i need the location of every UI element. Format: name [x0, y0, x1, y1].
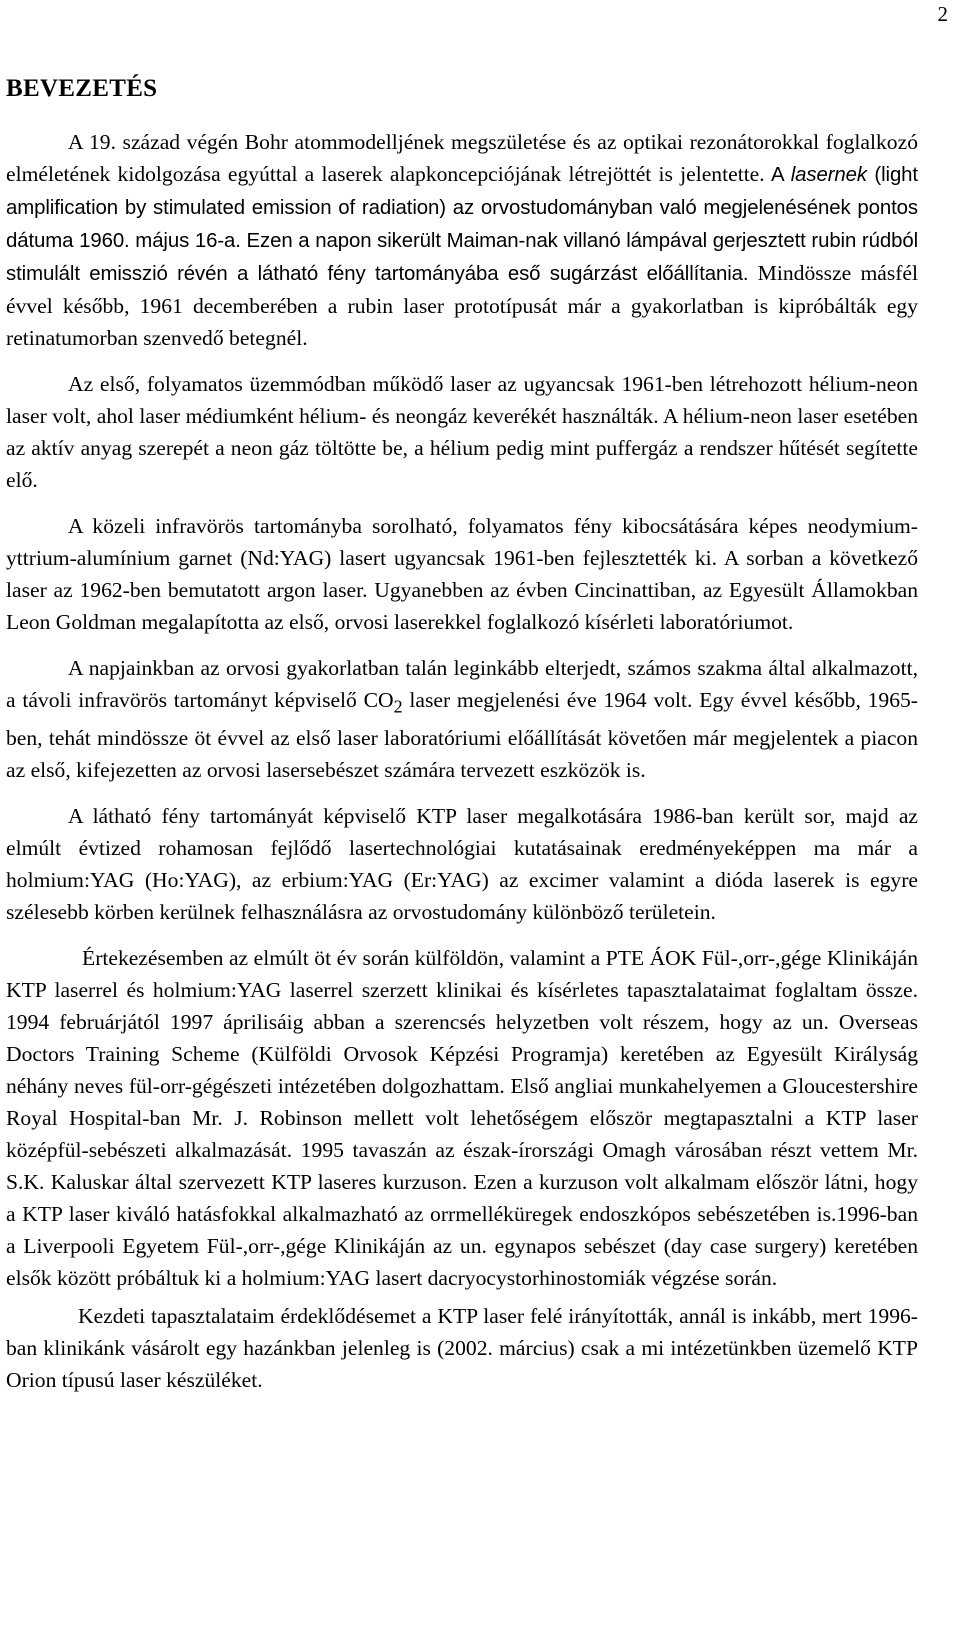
paragraph-ktp: A látható fény tartományát képviselő KTP laser megalkotására 1986-ban került sor, majd az elmúlt évtized rohamosan fejlődő lasertechnológiai kutatásainak eredményeképpen ma már a holmium:YAG (Ho:YAG), az erbium:YAG (Er:YAG) az excimer valamint a dióda laserek is egyre szélesebb körben kerülnek felhasználásra az orvostudomány különböző területein.: [6, 804, 918, 925]
page-number: 2: [937, 2, 948, 26]
paragraph-helium-neon: Az első, folyamatos üzemmódban működő laser az ugyancsak 1961-ben létrehozott hélium-neon laser volt, ahol laser médiumként hélium- és neongáz keverékét használták. A hélium-neon laser esetében az aktív anyag szerepét a neon gáz töltötte be, a hélium pedig mint puffergáz a rendszer hűtését segítette elő.: [6, 372, 918, 492]
paragraph-initial-experience: Kezdeti tapasztalataim érdeklődésemet a KTP laser felé irányították, annál is inkább, mert 1996-ban klinikánk vásárolt egy hazánkban jelenleg is (2002. március) csak a mi intézetünkben üzemelő KTP Orion típusú laser készüléket.: [6, 1304, 918, 1393]
paragraph-co2-text-1: A napjainkban az orvosi gyakorlatban talán leginkább elterjedt, számos szakma által alkalmazott, a távoli infravörös tartományt képviselő CO: [6, 656, 918, 712]
paragraph-history-intro-text-3: (light amplification by stimulated emission of radiation) az orvostudományban való megjelenésének pontos dátuma 1960. május 16-a. Ezen a napon sikerült Maiman-nak villanó lámpával gerjesztett rubin rúdból stimulált emisszió révén a látható fény tartományába eső sugárzást előállítania.: [6, 164, 918, 285]
paragraph-history-intro-text-1: A 19. század végén Bohr atommodelljének megszületése és az optikai rezonátorokkal foglalkozó elméletének kidolgozása egyúttal a laserek alapkoncepciójának létrejöttét is jelentette.: [6, 130, 918, 186]
paragraph-co2-text-2: laser megjelenési éve 1964 volt. Egy évvel később, 1965-ben, tehát mindössze öt évvel az első laser laboratóriumi előállítását követően már megjelentek a piacon az első, kifejezetten az orvosi lasersebészet számára tervezett eszközök is.: [6, 688, 918, 783]
paragraph-co2: [6, 652, 918, 786]
laser-term-italic: lasernek: [790, 164, 867, 186]
paragraph-dissertation-experience: Értekezésemben az elmúlt öt év során külföldön, valamint a PTE ÁOK Fül-,orr-,gége Klinikáján KTP laserrel és holmium:YAG laserrel szerzett klinikai és kísérletes tapasztalataimat foglaltam össze. 1994 februárjától 1997 áprilisáig abban a szerencsés helyzetben volt részem, hogy az un. Overseas Doctors Training Scheme (Külföldi Orvosok Képzési Programja) keretében az Egyesült Királyság néhány neves fül-orr-gégészeti intézetében dolgozhattam. Első angliai munkahelyemen a Gloucestershire Royal Hospital-ban Mr. J. Robinson mellett volt lehetőségem először megtapasztalni a KTP laser középfül-sebészeti alkalmazását. 1995 tavaszán az észak-írországi Omagh városában részt vettem Mr. S.K. Kaluskar által szervezett KTP laseres kurzuson. Ezen a kurzuson volt alkalmam először látni, hogy a KTP laser kiváló hatásfokkal alkalmazható az orrmelléküregek endoszkópos sebészetében is.1996-ban a Liverpooli Egyetem Fül-,orr-,gége Klinikáján az un. egynapos sebészet (day case surgery) keretében elsők között próbáltuk ki a holmium:YAG lasert dacryocystorhinostomiák végzése során.: [6, 946, 918, 1291]
paragraph-ndyag: A közeli infravörös tartományba sorolható, folyamatos fény kibocsátására képes neodymium-yttrium-alumínium garnet (Nd:YAG) lasert ugyancsak 1961-ben fejlesztették ki. A sorban a következő laser az 1962-ben bemutatott argon laser. Ugyanebben az évben Cincinattiban, az Egyesült Államokban Leon Goldman megalapította az első, orvosi laserekkel foglalkozó kísérleti laboratóriumot.: [6, 514, 918, 634]
co2-subscript: 2: [393, 696, 403, 717]
paragraph-history-intro: [6, 126, 918, 354]
paragraph-history-intro-text-2: A: [764, 164, 791, 186]
section-heading: BEVEZETÉS: [6, 75, 158, 102]
paragraph-history-intro-text-4: Mindössze másfél évvel később, 1961 decemberében a rubin laser prototípusát már a gyakorlatban is kipróbálták egy retinatumorban szenvedő betegnél.: [6, 261, 918, 350]
document-body: [6, 70, 918, 1396]
